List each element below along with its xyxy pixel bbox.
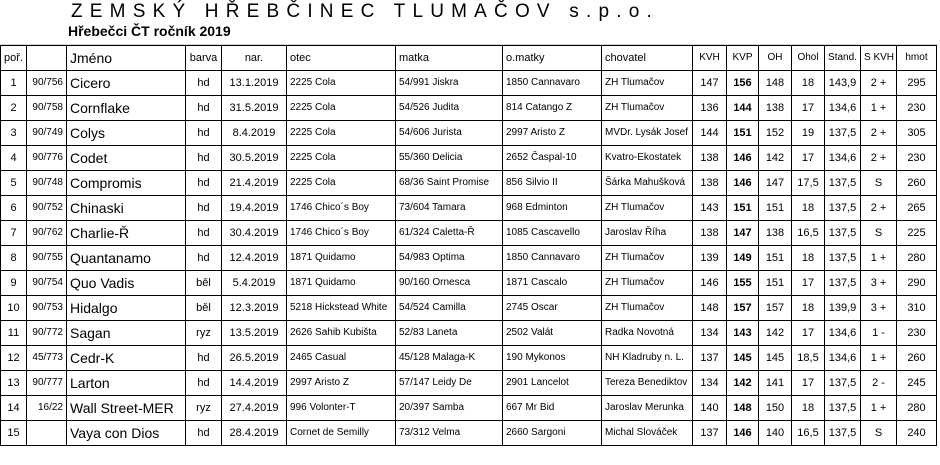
- cell-stand: 143,9: [825, 71, 861, 96]
- cell-kvh: 134: [693, 321, 727, 346]
- cell-color: hd: [186, 421, 222, 446]
- cell-sire: Cornet de Semilly: [287, 421, 396, 446]
- cell-reg-no: 90/755: [27, 246, 67, 271]
- cell-color: ryz: [186, 396, 222, 421]
- cell-stand: 137,5: [825, 121, 861, 146]
- cell-kvh: 137: [693, 346, 727, 371]
- cell-dam-sire: 1850 Cannavaro: [503, 71, 602, 96]
- cell-dam-sire: 1085 Cascavello: [503, 221, 602, 246]
- cell-reg-no: 90/777: [27, 371, 67, 396]
- cell-breeder: Tereza Benediktov: [602, 371, 693, 396]
- cell-oh: 138: [759, 221, 792, 246]
- cell-color: hd: [186, 171, 222, 196]
- cell-dam: 61/324 Caletta-Ř: [396, 221, 503, 246]
- header-dam: matka: [396, 46, 503, 71]
- cell-dam: 54/606 Jurista: [396, 121, 503, 146]
- cell-birth-date: 30.4.2019: [222, 221, 287, 246]
- cell-kvp: 148: [727, 396, 759, 421]
- cell-s-kvh: 2 +: [861, 121, 897, 146]
- cell-ohol: 16,5: [792, 421, 825, 446]
- document-title: ZEMSKÝ HŘEBČINEC TLUMAČOV s.p.o.: [71, 1, 659, 22]
- header-stand: Stand.: [825, 46, 861, 71]
- cell-dam: 52/83 Laneta: [396, 321, 503, 346]
- cell-order: 5: [1, 171, 27, 196]
- cell-dam-sire: 1850 Cannavaro: [503, 246, 602, 271]
- cell-weight: 230: [897, 146, 937, 171]
- header-dam-sire: o.matky: [503, 46, 602, 71]
- cell-name: Vaya con Dios: [67, 421, 186, 446]
- cell-dam: 57/147 Leidy De: [396, 371, 503, 396]
- cell-stand: 137,5: [825, 421, 861, 446]
- cell-dam-sire: 1871 Cascalo: [503, 271, 602, 296]
- cell-breeder: ZH Tlumačov: [602, 271, 693, 296]
- cell-breeder: Kvatro-Ekostatek: [602, 146, 693, 171]
- cell-sire: 2465 Casual: [287, 346, 396, 371]
- cell-order: 3: [1, 121, 27, 146]
- cell-dam: 73/604 Tamara: [396, 196, 503, 221]
- cell-sire: 2626 Sahib Kubišta: [287, 321, 396, 346]
- cell-color: hd: [186, 121, 222, 146]
- cell-oh: 150: [759, 396, 792, 421]
- table-row: [1, 221, 937, 246]
- header-weight: hmot: [897, 46, 937, 71]
- cell-s-kvh: 2 +: [861, 146, 897, 171]
- cell-breeder: Šárka Mahušková: [602, 171, 693, 196]
- cell-name: Codet: [67, 146, 186, 171]
- cell-oh: 152: [759, 121, 792, 146]
- cell-order: 8: [1, 246, 27, 271]
- cell-s-kvh: 3 +: [861, 296, 897, 321]
- cell-kvp: 155: [727, 271, 759, 296]
- header-reg-no: [27, 46, 67, 71]
- cell-reg-no: 90/748: [27, 171, 67, 196]
- cell-oh: 142: [759, 146, 792, 171]
- cell-kvh: 138: [693, 171, 727, 196]
- cell-name: Quantanamo: [67, 246, 186, 271]
- table-row: [1, 296, 937, 321]
- cell-name: Colys: [67, 121, 186, 146]
- cell-kvh: 143: [693, 196, 727, 221]
- cell-birth-date: 21.4.2019: [222, 171, 287, 196]
- cell-sire: 2997 Aristo Z: [287, 371, 396, 396]
- cell-breeder: Radka Novotná: [602, 321, 693, 346]
- cell-sire: 1871 Quidamo: [287, 271, 396, 296]
- cell-weight: 280: [897, 246, 937, 271]
- cell-s-kvh: 1 +: [861, 96, 897, 121]
- cell-weight: 265: [897, 196, 937, 221]
- cell-stand: 137,5: [825, 221, 861, 246]
- header-oh: OH: [759, 46, 792, 71]
- cell-name: Cornflake: [67, 96, 186, 121]
- cell-sire: 5218 Hickstead White: [287, 296, 396, 321]
- cell-s-kvh: S: [861, 421, 897, 446]
- cell-kvp: 151: [727, 196, 759, 221]
- cell-oh: 157: [759, 296, 792, 321]
- cell-breeder: Jaroslav Říha: [602, 221, 693, 246]
- cell-s-kvh: 1 +: [861, 346, 897, 371]
- cell-sire: 2225 Cola: [287, 146, 396, 171]
- cell-birth-date: 30.5.2019: [222, 146, 287, 171]
- cell-order: 15: [1, 421, 27, 446]
- cell-kvp: 149: [727, 246, 759, 271]
- cell-dam: 54/983 Optima: [396, 246, 503, 271]
- cell-weight: 260: [897, 171, 937, 196]
- cell-birth-date: 26.5.2019: [222, 346, 287, 371]
- cell-reg-no: 90/756: [27, 71, 67, 96]
- cell-ohol: 17: [792, 321, 825, 346]
- cell-kvh: 147: [693, 71, 727, 96]
- cell-weight: 230: [897, 321, 937, 346]
- cell-reg-no: 90/758: [27, 96, 67, 121]
- cell-dam-sire: 190 Mykonos: [503, 346, 602, 371]
- cell-s-kvh: 2 -: [861, 371, 897, 396]
- cell-order: 1: [1, 71, 27, 96]
- cell-order: 9: [1, 271, 27, 296]
- cell-color: hd: [186, 196, 222, 221]
- cell-s-kvh: 3 +: [861, 271, 897, 296]
- cell-name: Quo Vadis: [67, 271, 186, 296]
- cell-ohol: 18: [792, 296, 825, 321]
- cell-kvp: 142: [727, 371, 759, 396]
- cell-ohol: 18: [792, 396, 825, 421]
- cell-weight: 310: [897, 296, 937, 321]
- cell-reg-no: 90/754: [27, 271, 67, 296]
- cell-breeder: NH Kladruby n. L.: [602, 346, 693, 371]
- cell-kvh: 138: [693, 146, 727, 171]
- cell-dam-sire: 2745 Oscar: [503, 296, 602, 321]
- cell-sire: 2225 Cola: [287, 121, 396, 146]
- cell-breeder: Michal Slováček: [602, 421, 693, 446]
- cell-ohol: 18: [792, 71, 825, 96]
- cell-weight: 295: [897, 71, 937, 96]
- cell-s-kvh: 2 +: [861, 71, 897, 96]
- cell-kvh: 139: [693, 246, 727, 271]
- header-sire: otec: [287, 46, 396, 71]
- cell-birth-date: 19.4.2019: [222, 196, 287, 221]
- cell-dam: 68/36 Saint Promise: [396, 171, 503, 196]
- cell-color: hd: [186, 146, 222, 171]
- cell-kvh: 138: [693, 221, 727, 246]
- table-row: [1, 396, 937, 421]
- table-row: [1, 371, 937, 396]
- cell-birth-date: 12.3.2019: [222, 296, 287, 321]
- header-s-kvh: S KVH: [861, 46, 897, 71]
- header-kvh: KVH: [693, 46, 727, 71]
- cell-ohol: 17: [792, 271, 825, 296]
- header-ohol: Ohol: [792, 46, 825, 71]
- cell-color: hd: [186, 246, 222, 271]
- cell-ohol: 16,5: [792, 221, 825, 246]
- header-breeder: chovatel: [602, 46, 693, 71]
- cell-reg-no: 16/22: [27, 396, 67, 421]
- cell-dam-sire: 667 Mr Bid: [503, 396, 602, 421]
- cell-sire: 1746 Chico´s Boy: [287, 221, 396, 246]
- cell-kvp: 146: [727, 171, 759, 196]
- cell-dam: 20/397 Samba: [396, 396, 503, 421]
- cell-birth-date: 14.4.2019: [222, 371, 287, 396]
- cell-color: hd: [186, 371, 222, 396]
- cell-ohol: 17: [792, 96, 825, 121]
- document-subtitle: Hřebečci ČT ročník 2019: [68, 23, 231, 39]
- cell-reg-no: 45/773: [27, 346, 67, 371]
- cell-stand: 139,9: [825, 296, 861, 321]
- cell-birth-date: 12.4.2019: [222, 246, 287, 271]
- cell-ohol: 18: [792, 246, 825, 271]
- cell-birth-date: 8.4.2019: [222, 121, 287, 146]
- cell-stand: 134,6: [825, 146, 861, 171]
- cell-dam-sire: 814 Catango Z: [503, 96, 602, 121]
- cell-kvh: 144: [693, 121, 727, 146]
- cell-dam: 54/524 Camilla: [396, 296, 503, 321]
- cell-weight: 230: [897, 96, 937, 121]
- cell-dam-sire: 856 Silvio II: [503, 171, 602, 196]
- cell-stand: 134,6: [825, 96, 861, 121]
- cell-birth-date: 28.4.2019: [222, 421, 287, 446]
- cell-ohol: 17,5: [792, 171, 825, 196]
- cell-reg-no: 90/776: [27, 146, 67, 171]
- cell-stand: 137,5: [825, 371, 861, 396]
- cell-stand: 137,5: [825, 196, 861, 221]
- table-row: [1, 171, 937, 196]
- cell-name: Chinaski: [67, 196, 186, 221]
- cell-breeder: MVDr. Lysák Josef: [602, 121, 693, 146]
- cell-s-kvh: 1 +: [861, 396, 897, 421]
- cell-name: Cedr-K: [67, 346, 186, 371]
- cell-kvh: 134: [693, 371, 727, 396]
- cell-dam: 73/312 Velma: [396, 421, 503, 446]
- cell-breeder: Jaroslav Merunka: [602, 396, 693, 421]
- cell-s-kvh: 2 +: [861, 196, 897, 221]
- cell-oh: 151: [759, 196, 792, 221]
- cell-color: hd: [186, 96, 222, 121]
- cell-dam-sire: 2652 Časpal-10: [503, 146, 602, 171]
- cell-breeder: ZH Tlumačov: [602, 196, 693, 221]
- cell-order: 4: [1, 146, 27, 171]
- cell-breeder: ZH Tlumačov: [602, 246, 693, 271]
- cell-breeder: ZH Tlumačov: [602, 296, 693, 321]
- cell-name: Compromis: [67, 171, 186, 196]
- cell-kvh: 146: [693, 271, 727, 296]
- cell-stand: 134,6: [825, 346, 861, 371]
- cell-birth-date: 13.5.2019: [222, 321, 287, 346]
- cell-dam: 54/526 Judita: [396, 96, 503, 121]
- cell-reg-no: 90/753: [27, 296, 67, 321]
- cell-sire: 1746 Chico´s Boy: [287, 196, 396, 221]
- header-name: Jméno: [67, 46, 186, 71]
- cell-weight: 245: [897, 371, 937, 396]
- cell-birth-date: 31.5.2019: [222, 96, 287, 121]
- table-row: [1, 246, 937, 271]
- cell-oh: 140: [759, 421, 792, 446]
- cell-weight: 225: [897, 221, 937, 246]
- cell-kvp: 145: [727, 346, 759, 371]
- cell-dam-sire: 968 Edminton: [503, 196, 602, 221]
- header-birth-date: nar.: [222, 46, 287, 71]
- cell-oh: 145: [759, 346, 792, 371]
- table-row: [1, 421, 937, 446]
- cell-kvp: 147: [727, 221, 759, 246]
- cell-weight: 280: [897, 396, 937, 421]
- cell-stand: 137,5: [825, 171, 861, 196]
- cell-order: 10: [1, 296, 27, 321]
- cell-name: Wall Street-MER: [67, 396, 186, 421]
- cell-order: 14: [1, 396, 27, 421]
- cell-kvp: 151: [727, 121, 759, 146]
- cell-oh: 141: [759, 371, 792, 396]
- cell-color: běl: [186, 296, 222, 321]
- cell-kvh: 148: [693, 296, 727, 321]
- cell-stand: 137,5: [825, 271, 861, 296]
- cell-kvp: 143: [727, 321, 759, 346]
- cell-dam-sire: 2901 Lancelot: [503, 371, 602, 396]
- table-row: [1, 96, 937, 121]
- header-order: poř.: [1, 46, 27, 71]
- cell-sire: 2225 Cola: [287, 96, 396, 121]
- cell-kvh: 140: [693, 396, 727, 421]
- cell-sire: 996 Volonter-T: [287, 396, 396, 421]
- table-row: [1, 346, 937, 371]
- cell-color: hd: [186, 71, 222, 96]
- cell-oh: 147: [759, 171, 792, 196]
- cell-dam: 55/360 Delicia: [396, 146, 503, 171]
- cell-weight: 305: [897, 121, 937, 146]
- cell-oh: 151: [759, 271, 792, 296]
- cell-dam-sire: 2660 Sargoni: [503, 421, 602, 446]
- cell-name: Hidalgo: [67, 296, 186, 321]
- cell-kvp: 146: [727, 146, 759, 171]
- cell-color: běl: [186, 271, 222, 296]
- cell-sire: 2225 Cola: [287, 71, 396, 96]
- cell-order: 6: [1, 196, 27, 221]
- cell-breeder: ZH Tlumačov: [602, 96, 693, 121]
- table-row: [1, 71, 937, 96]
- cell-s-kvh: S: [861, 221, 897, 246]
- cell-birth-date: 27.4.2019: [222, 396, 287, 421]
- cell-s-kvh: 1 +: [861, 246, 897, 271]
- cell-color: hd: [186, 221, 222, 246]
- cell-reg-no: 90/772: [27, 321, 67, 346]
- cell-kvp: 144: [727, 96, 759, 121]
- cell-stand: 137,5: [825, 396, 861, 421]
- cell-kvp: 157: [727, 296, 759, 321]
- cell-birth-date: 13.1.2019: [222, 71, 287, 96]
- cell-sire: 1871 Quidamo: [287, 246, 396, 271]
- cell-dam: 45/128 Malaga-K: [396, 346, 503, 371]
- cell-reg-no: 90/749: [27, 121, 67, 146]
- cell-oh: 151: [759, 246, 792, 271]
- cell-kvp: 156: [727, 71, 759, 96]
- header-kvp: KVP: [727, 46, 759, 71]
- cell-order: 12: [1, 346, 27, 371]
- cell-kvh: 137: [693, 421, 727, 446]
- cell-kvp: 146: [727, 421, 759, 446]
- cell-name: Sagan: [67, 321, 186, 346]
- cell-order: 2: [1, 96, 27, 121]
- cell-stand: 134,6: [825, 321, 861, 346]
- cell-stand: 137,5: [825, 246, 861, 271]
- cell-weight: 260: [897, 346, 937, 371]
- cell-s-kvh: S: [861, 171, 897, 196]
- cell-dam-sire: 2502 Valát: [503, 321, 602, 346]
- cell-oh: 142: [759, 321, 792, 346]
- cell-weight: 240: [897, 421, 937, 446]
- cell-sire: 2225 Cola: [287, 171, 396, 196]
- cell-name: Cicero: [67, 71, 186, 96]
- cell-color: ryz: [186, 321, 222, 346]
- cell-s-kvh: 1 -: [861, 321, 897, 346]
- cell-birth-date: 5.4.2019: [222, 271, 287, 296]
- cell-ohol: 19: [792, 121, 825, 146]
- cell-oh: 138: [759, 96, 792, 121]
- cell-order: 11: [1, 321, 27, 346]
- cell-dam: 90/160 Ornesca: [396, 271, 503, 296]
- cell-dam: 54/991 Jiskra: [396, 71, 503, 96]
- cell-color: hd: [186, 346, 222, 371]
- cell-ohol: 17: [792, 146, 825, 171]
- cell-oh: 148: [759, 71, 792, 96]
- cell-reg-no: 90/762: [27, 221, 67, 246]
- cell-ohol: 18,5: [792, 346, 825, 371]
- cell-reg-no: [27, 421, 67, 446]
- table-row: [1, 321, 937, 346]
- cell-ohol: 17: [792, 371, 825, 396]
- table-row: [1, 121, 937, 146]
- cell-name: Larton: [67, 371, 186, 396]
- cell-name: Charlie-Ř: [67, 221, 186, 246]
- cell-breeder: ZH Tlumačov: [602, 71, 693, 96]
- cell-reg-no: 90/752: [27, 196, 67, 221]
- cell-dam-sire: 2997 Aristo Z: [503, 121, 602, 146]
- header-row: [1, 46, 937, 71]
- cell-order: 13: [1, 371, 27, 396]
- stallion-table: [0, 45, 937, 446]
- cell-order: 7: [1, 221, 27, 246]
- cell-weight: 290: [897, 271, 937, 296]
- table-row: [1, 146, 937, 171]
- table-row: [1, 196, 937, 221]
- cell-ohol: 18: [792, 196, 825, 221]
- cell-kvh: 136: [693, 96, 727, 121]
- header-color: barva: [186, 46, 222, 71]
- table-row: [1, 271, 937, 296]
